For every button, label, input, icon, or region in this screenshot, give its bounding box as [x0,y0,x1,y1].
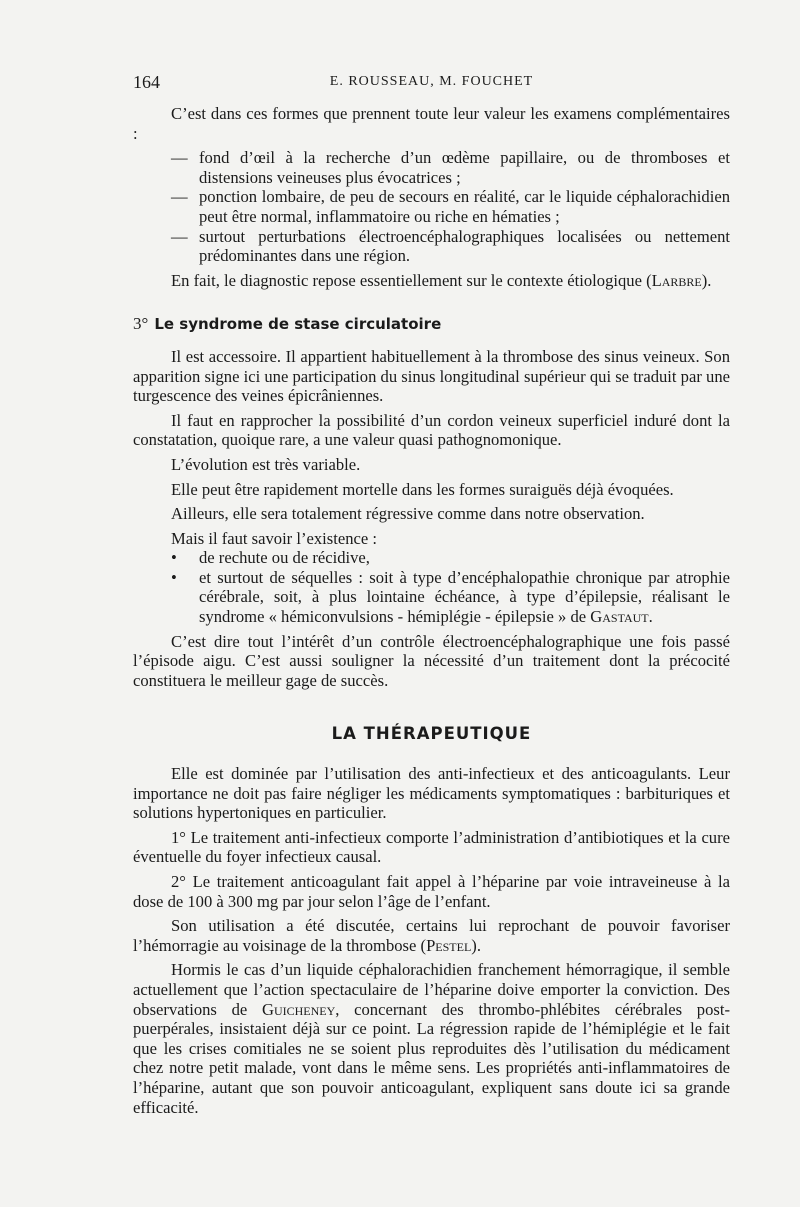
list-item-text: ponction lombaire, de peu de secours en réalité, car le liquide céphalorachidien peut être normal, inflammatoire ou riche en hématies ; [199,187,730,226]
diagnosis-text-end: ). [701,270,712,290]
exam-list [133,148,730,266]
list-item-text: de rechute ou de récidive, [199,548,370,568]
bullet-marker: • [171,567,177,587]
paragraph: Ailleurs, elle sera totalement régressive comme dans notre observation. [171,504,645,524]
list-item-text: fond d’œil à la recherche d’un œdème papillaire, ou de thromboses et distensions veineuses plus évocatrices ; [199,148,730,187]
paragraph: L’évolution est très variable. [171,454,361,474]
author-citation: Pestel [426,935,472,955]
list-item-text: surtout perturbations électroencéphalographiques localisées ou nettement prédominantes dans une région. [199,226,730,266]
sequelae-list [133,548,730,626]
paragraph [133,916,730,955]
dash-marker: — [171,148,188,168]
dash-marker: — [171,226,188,246]
list-item-text-end: . [648,607,653,627]
paragraph [133,960,730,1117]
paragraph-text-end: ). [471,935,481,955]
paragraph: Elle est dominée par l’utilisation des anti-infectieux et des anticoagulants. Leur importance ne doit pas faire négliger les médicaments symptomatiques : barbituriques et solutions hypertoniques en particulier. [133,764,730,823]
page-number: 164 [133,72,160,92]
section-title: LA THÉRAPEUTIQUE [331,724,532,744]
page-header [133,72,730,96]
paragraph: Mais il faut savoir l’existence : [171,528,377,548]
author-citation: Larbre [651,270,702,290]
author-citation: Guicheney [261,999,336,1019]
list-item [133,148,730,187]
body-text [133,104,730,1122]
paragraph: Elle peut être rapidement mortelle dans les formes suraiguës déjà évoquées. [171,479,674,499]
list-item [133,548,730,568]
subsection-heading [133,314,730,335]
paragraph: 1° Le traitement anti-infectieux comporte l’administration d’antibiotiques et la cure éventuelle du foyer infectieux causal. [133,827,730,867]
diagnosis-text: En fait, le diagnostic repose essentiellement sur le contexte étiologique ( [171,270,652,290]
intro-paragraph: C’est dans ces formes que prennent toute leur valeur les examens complémentaires : [133,104,730,143]
paragraph: C’est dire tout l’intérêt d’un contrôle électroencéphalographique une fois passé l’épisode aigu. C’est aussi souligner la nécessité d’un traitement dont la précocité constituera le meilleur gage de succès. [133,631,730,690]
diagnosis-paragraph [133,271,730,291]
paragraph-text-end: , concernant des thrombo-phlébites cérébrales post-puerpérales, insistaient déjà sur ce point. La régression rapide de l’hémiplégie et le fait que les crises comitiales ne se soient plus reproduites dès l’utilisation du médicament chez notre petit malade, vont dans le même sens. Les propriétés anti-inflammatoires de l’héparine, autant que son pouvoir anticoagulant, expliquent sans doute ici sa grande efficacité. [133,999,730,1117]
subsection-title: Le syndrome de stase circulatoire [154,315,442,334]
dash-marker: — [171,187,188,207]
list-item [133,187,730,226]
list-item-text: et surtout de séquelles : soit à type d’encéphalopathie chronique par atrophie cérébrale, soit, à plus lointaine échéance, à type d’épilepsie, réalisant le syndrome « hémiconvulsions - hémiplégie - épilepsie » de [199,567,730,627]
bullet-marker: • [171,548,177,568]
list-item [133,227,730,266]
paragraph-text: Hormis le cas d’un liquide céphalorachidien franchement hémorragique, il semble actuellement que l’action spectaculaire de l’héparine doive emporter la conviction. Des observations de [133,960,730,1019]
paragraph: Il est accessoire. Il appartient habituellement à la thrombose des sinus veineux. Son apparition signe ici une participation du sinus longitudinal supérieur qui se traduit par une turgescence des veines épicrâniennes. [133,346,730,406]
author-citation: Gastaut [590,607,649,627]
running-head: E. ROUSSEAU, M. FOUCHET [329,74,534,89]
paragraph-text: Son utilisation a été discutée, certains lui reprochant de pouvoir favoriser l’hémorragie au voisinage de la thrombose ( [133,916,730,955]
list-item [133,568,730,627]
paragraph: 2° Le traitement anticoagulant fait appel à l’héparine par voie intraveineuse à la dose de 100 à 300 mg par jour selon l’âge de l’enfant. [133,872,730,911]
paragraph: Il faut en rapprocher la possibilité d’un cordon veineux superficiel induré dont la constatation, quoique rare, a une valeur quasi pathognomonique. [133,410,730,450]
subsection-number: 3° [133,314,149,334]
